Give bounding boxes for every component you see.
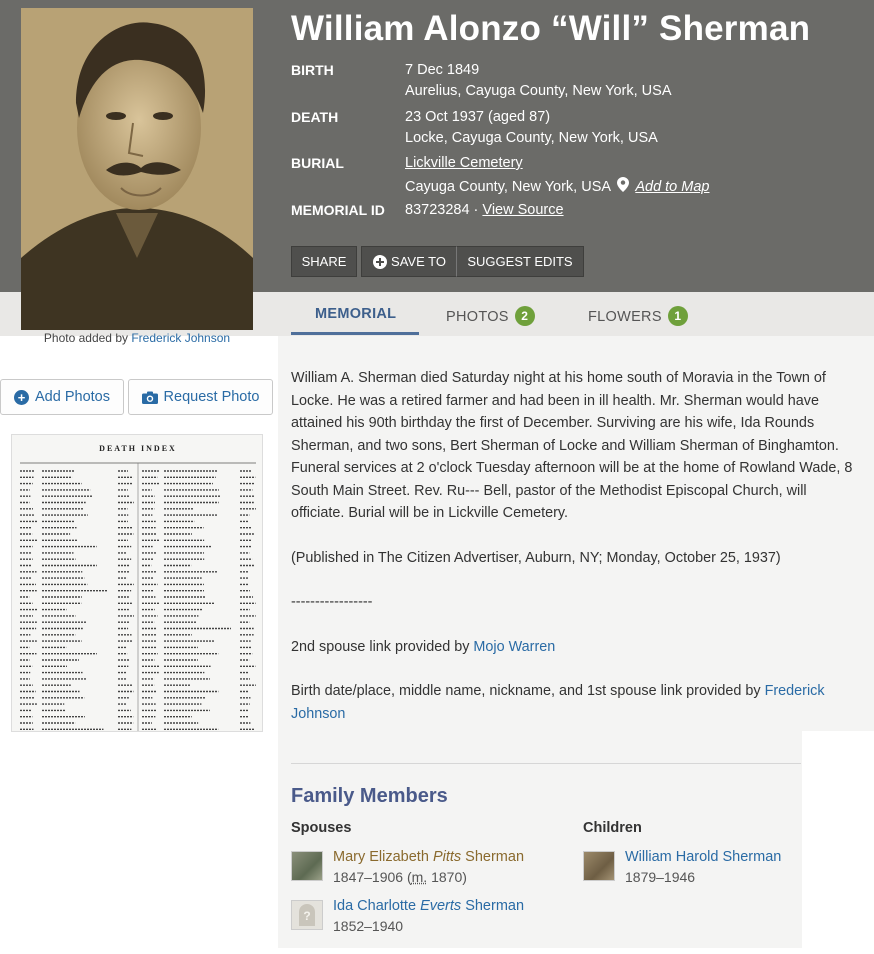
headstone-thumbnail: [583, 851, 615, 881]
portrait-illustration: [21, 8, 253, 330]
bio-paragraph: William A. Sherman died Saturday night at his home south of Moravia in the Town of Locke. He was a retired farmer and had been in ill health. Mr. Sherman would have attained his 90th birthday the first of December. Surviving are his wife, Ida Rounds Sherman, and two sons, Bert Sherman of Locke and William Sherman of Binghamton. Funeral services at 2 o'clock Tuesday afternoon will be at the home of Rowland Wade, 8 South Main Street. Rev. Ru--- Bell, pastor of the Methodist Episcopal Church, will officiate. Burial will be in Lickville Cemetery.: [291, 370, 853, 521]
photo-caption-prefix: Photo added by: [43, 331, 128, 345]
burial-place-row: [405, 177, 710, 195]
memorial-id-label: MEMORIAL ID: [291, 202, 385, 218]
active-tab-indicator: [291, 332, 419, 335]
birth-label: BIRTH: [291, 62, 334, 78]
credit-spouse-link[interactable]: Mojo Warren: [473, 638, 556, 655]
tab-photos[interactable]: [446, 306, 535, 326]
add-photos-label: Add Photos: [35, 389, 110, 405]
bio-credit-birth: [291, 680, 859, 725]
separator-dot: ·: [473, 202, 479, 218]
family-divider: [291, 763, 801, 764]
child-dates: 1879–1946: [625, 869, 696, 885]
spouse-item[interactable]: [291, 849, 551, 889]
photo-added-by-link[interactable]: Frederick Johnson: [131, 331, 231, 345]
suggest-edits-label: SUGGEST EDITS: [467, 254, 573, 269]
family-members-heading: Family Members: [291, 785, 448, 807]
request-photo-label: Request Photo: [163, 389, 260, 405]
spouse-first: Ida Charlotte: [333, 898, 417, 914]
headstone-thumbnail: [291, 851, 323, 881]
credit-birth-link[interactable]: Frederick Johnson: [291, 683, 825, 722]
spouse-last: Sherman: [465, 898, 525, 914]
bio-credit-spouse: [291, 636, 859, 659]
death-label: DEATH: [291, 109, 339, 125]
spouse-name-link[interactable]: [333, 898, 524, 914]
no-photo-thumbnail: [291, 900, 323, 930]
memorial-id-row: [405, 202, 564, 218]
add-photos-button[interactable]: [0, 379, 124, 415]
spouse-last: Sherman: [465, 849, 525, 865]
marriage-abbr: m.: [411, 869, 428, 885]
suggest-edits-button[interactable]: [456, 246, 584, 277]
spouse-first: Mary Elizabeth: [333, 849, 429, 865]
birth-place: Aurelius, Cayuga County, New York, USA: [405, 83, 672, 99]
question-headstone-icon: [298, 904, 316, 926]
share-button[interactable]: [291, 246, 357, 277]
spouse-maiden: Pitts: [432, 849, 462, 865]
photos-count-badge: 2: [515, 306, 535, 326]
memorial-bio: [291, 367, 859, 747]
bio-divider: -----------------: [291, 594, 373, 610]
save-to-button[interactable]: [361, 246, 457, 277]
birth-date: 7 Dec 1849: [405, 62, 480, 78]
tab-memorial-label: MEMORIAL: [315, 306, 397, 322]
plus-circle-icon: [373, 255, 387, 269]
death-index-document: [12, 435, 263, 732]
spouse-item[interactable]: [291, 898, 551, 938]
svg-text:?: ?: [303, 909, 311, 923]
spouses-heading: Spouses: [291, 820, 352, 836]
view-source-link[interactable]: View Source: [482, 202, 564, 218]
memorial-photo[interactable]: [21, 8, 253, 330]
death-index-photo-thumbnail[interactable]: [11, 434, 263, 732]
memorial-name: William Alonzo “Will” Sherman: [291, 9, 811, 48]
death-index-heading: DEATH INDEX: [99, 444, 177, 453]
tab-photos-label: PHOTOS: [446, 309, 509, 325]
burial-cemetery-row: [405, 155, 523, 171]
spouse-dates: 1852–1940: [333, 918, 404, 934]
memorial-id: 83723284: [405, 202, 470, 218]
spouse-maiden: Everts: [420, 898, 462, 914]
death-date: 23 Oct 1937 (aged 87): [405, 109, 551, 125]
camera-icon: [142, 391, 158, 404]
spouse-name-link[interactable]: [333, 849, 524, 865]
map-pin-icon: [617, 177, 629, 192]
tab-flowers[interactable]: [588, 306, 688, 326]
credit-spouse-text: 2nd spouse link provided by: [291, 638, 470, 655]
spouse-dates: 1847–1906 (m. 1870): [333, 869, 467, 885]
burial-place: Cayuga County, New York, USA: [405, 179, 611, 195]
cemetery-link[interactable]: Lickville Cemetery: [405, 155, 523, 171]
child-name-link[interactable]: William Harold Sherman: [625, 849, 782, 865]
marriage-year: 1870: [431, 869, 463, 885]
request-photo-button[interactable]: [128, 379, 273, 415]
add-to-map-link[interactable]: Add to Map: [635, 179, 710, 195]
spouse-lifespan: 1847–1906: [333, 869, 404, 885]
child-item[interactable]: [583, 849, 803, 889]
tab-flowers-label: FLOWERS: [588, 309, 662, 325]
save-to-label: SAVE TO: [391, 254, 446, 269]
add-circle-icon: +: [14, 390, 29, 405]
photo-caption: [0, 331, 274, 345]
flowers-count-badge: 1: [668, 306, 688, 326]
bio-publication: (Published in The Citizen Advertiser, Auburn, NY; Monday, October 25, 1937): [291, 549, 781, 566]
burial-label: BURIAL: [291, 155, 344, 171]
children-heading: Children: [583, 820, 642, 836]
share-label: SHARE: [301, 254, 347, 269]
credit-birth-text: Birth date/place, middle name, nickname, and 1st spouse link provided by: [291, 683, 761, 699]
death-place: Locke, Cayuga County, New York, USA: [405, 130, 658, 146]
tab-memorial[interactable]: [315, 306, 396, 322]
